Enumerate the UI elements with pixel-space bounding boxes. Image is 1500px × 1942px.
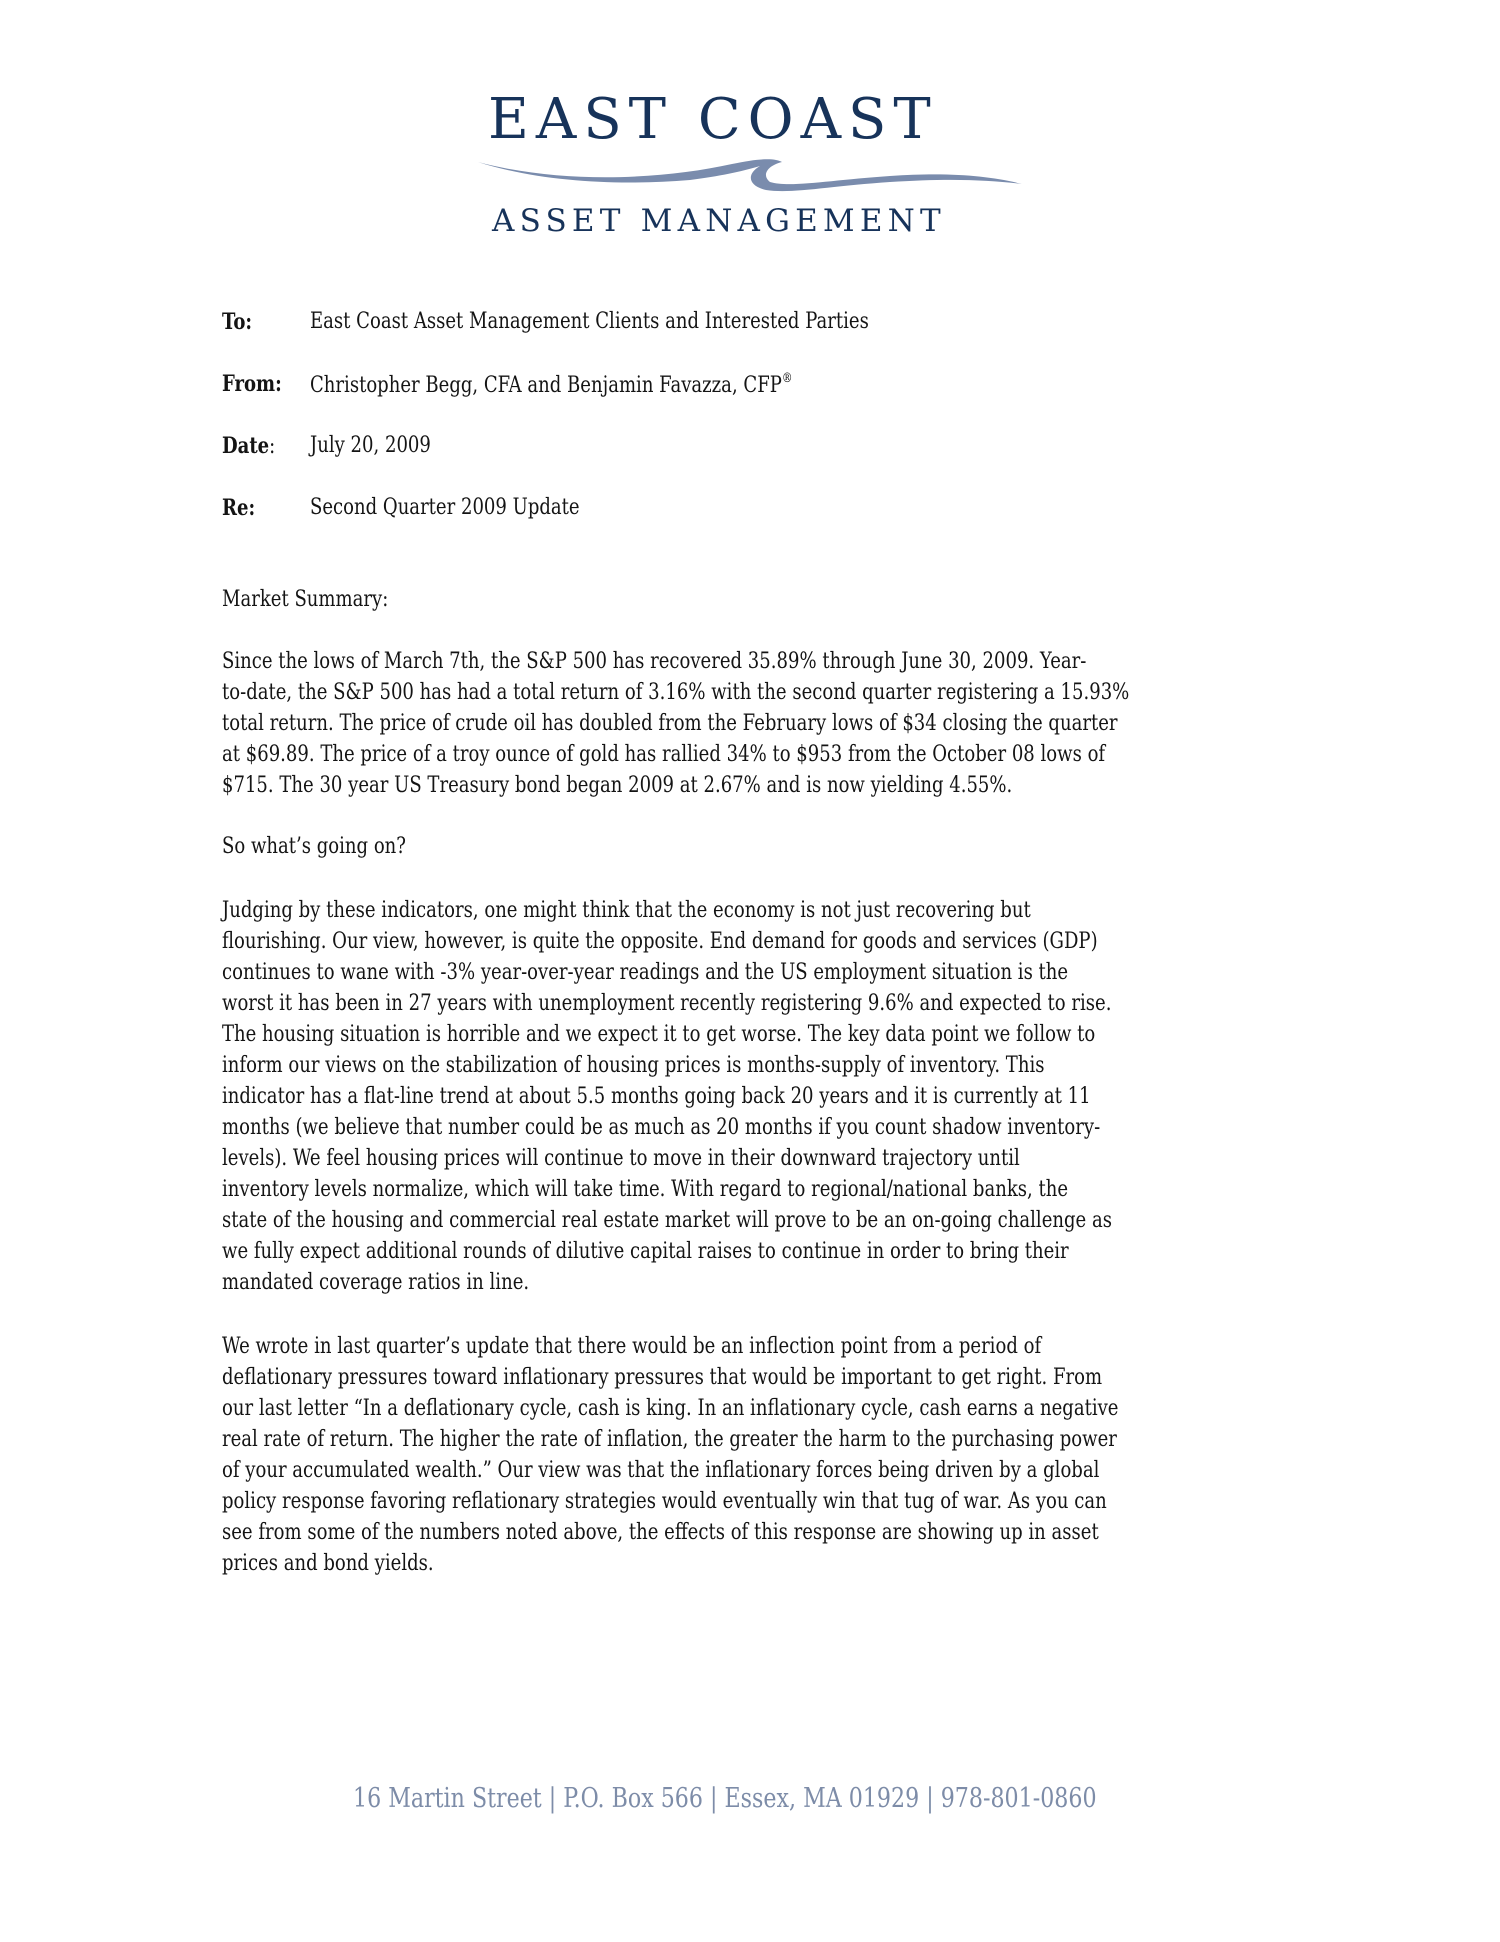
logo-asset-management: ASSET MANAGEMENT [492, 203, 946, 239]
text-line: worst it has been in 27 years with unemployment recently registering 9.6% and expected to rise. [222, 991, 1112, 1016]
company-logo [470, 88, 1030, 248]
text-line: real rate of return. The higher the rate of inflation, the greater the harm to the purchasing power [222, 1427, 1117, 1452]
registered-mark: ® [781, 371, 793, 386]
section-title-market-summary: Market Summary: [222, 587, 389, 612]
text-line: prices and bond yields. [222, 1551, 434, 1576]
text-line: see from some of the numbers noted above, the effects of this response are showing up in asset [222, 1520, 1099, 1545]
text-line: indicator has a flat-line trend at about 5.5 months going back 20 years and it is currently at 11 [222, 1084, 1091, 1109]
from-label: From: [222, 371, 282, 397]
text-line: flourishing. Our view, however, is quite the opposite. End demand for goods and services (GDP) [222, 929, 1098, 954]
to-value: East Coast Asset Management Clients and Interested Parties [310, 309, 869, 334]
paragraph-economy-outlook [222, 895, 1292, 1298]
paragraph-market-summary [222, 646, 1292, 801]
from-value: Christopher Begg, CFA and Benjamin Favazza, CFP [310, 373, 782, 398]
text-line: of your accumulated wealth.” Our view was that the inflationary forces being driven by a global [222, 1458, 1100, 1483]
text-line: levels). We feel housing prices will continue to move in their downward trajectory until [222, 1146, 1020, 1171]
text-line: months (we believe that number could be as much as 20 months if you count shadow inventory- [222, 1115, 1101, 1140]
re-label: Re: [222, 495, 256, 521]
footer-address: 16 Martin Street | P.O. Box 566 | Essex, MA 01929 | 978-801-0860 [353, 1783, 1097, 1814]
text-line: at $69.89. The price of a troy ounce of gold has rallied 34% to $953 from the October 08 lows of [222, 742, 1106, 767]
text-line: $715. The 30 year US Treasury bond began 2009 at 2.67% and is now yielding 4.55%. [222, 773, 1013, 798]
date-value: July 20, 2009 [310, 433, 431, 458]
paragraph-inflation-view [222, 1331, 1292, 1579]
text-line: we fully expect additional rounds of dilutive capital raises to continue in order to bring their [222, 1239, 1069, 1264]
text-line: The housing situation is horrible and we expect it to get worse. The key data point we follow to [222, 1022, 1096, 1047]
text-line: continues to wane with -3% year-over-year readings and the US employment situation is the [222, 960, 1069, 985]
logo-east-coast: EAST COAST [488, 87, 938, 152]
text-line: total return. The price of crude oil has doubled from the February lows of $34 closing the quarter [222, 711, 1118, 736]
text-line: state of the housing and commercial real estate market will prove to be an on-going challenge as [222, 1208, 1112, 1233]
text-line: Since the lows of March 7th, the S&P 500 has recovered 35.89% through June 30, 2009. Year- [222, 649, 1087, 674]
section-title-whats-going-on: So what’s going on? [222, 834, 406, 859]
re-value: Second Quarter 2009 Update [310, 495, 580, 520]
text-line: mandated coverage ratios in line. [222, 1270, 530, 1295]
text-line: deflationary pressures toward inflationary pressures that would be important to get right. From [222, 1365, 1103, 1390]
text-line: inventory levels normalize, which will take time. With regard to regional/national banks, the [222, 1177, 1069, 1202]
text-line: to-date, the S&P 500 has had a total return of 3.16% with the second quarter registering a 15.93% [222, 680, 1130, 705]
to-label: To: [222, 309, 253, 335]
date-label: Date [222, 433, 270, 459]
text-line: We wrote in last quarter’s update that there would be an inflection point from a period of [222, 1334, 1042, 1359]
text-line: inform our views on the stabilization of housing prices is months-supply of inventory. This [222, 1053, 1045, 1078]
text-line: Judging by these indicators, one might think that the economy is not just recovering but [222, 898, 1031, 923]
text-line: policy response favoring reflationary strategies would eventually win that tug of war. As you can [222, 1489, 1107, 1514]
date-colon: : [269, 434, 276, 459]
text-line: our last letter “In a deflationary cycle, cash is king. In an inflationary cycle, cash earns a negative [222, 1396, 1119, 1421]
